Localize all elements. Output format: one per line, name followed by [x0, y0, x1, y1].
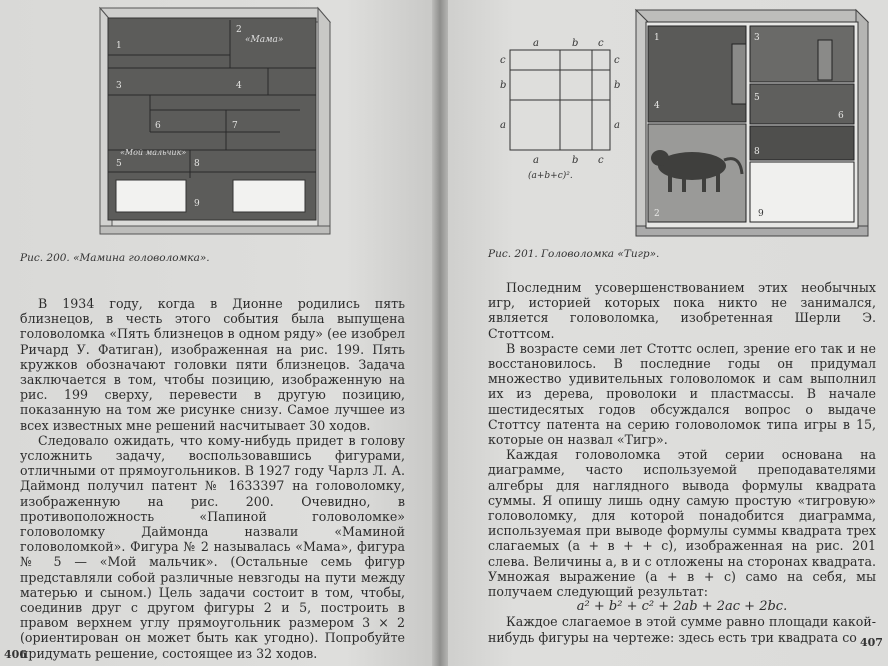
paragraph: Следовало ожидать, что кому-нибудь придет в голову усложнить задачу, воспользовавшись фигурами, отличными от прямоугольников. В 1927 году Чарлз Л. А. Даймонд получил патент № 1633397 на головоломку, изображенную на рис. 200. Очевидно, в противоположность «Папиной головоломке» головоломку Даймонда назвали «Маминой головоломкой». Фигура № 2 называлась «Мама», фигура № 5 — «Мой мальчик». (Остальные семь фигур представляли собой различные невзгоды на пути между матерью и сыном.) Цель задачи состоит в том, чтобы, соединив друг с другом фигуры 2 и 5, построить в правом верхнем углу прямоугольник размером 3 × 2 (ориентирован он может быть как угодно). Попробуйте придумать решение, состоящее из 32 ходов.	[20, 432, 405, 661]
right-body-text	[488, 280, 876, 645]
paragraph: Каждая головоломка этой серии основана на диаграмме, часто используемой преподавателями алгебры для наглядного вывода формулы квадрата суммы. Я опишу лишь одну самую простую «тигровую» головоломку, для которой понадобится диаграмма, используемая при выводе формулы суммы квадрата трех слагаемых (a + в + + с), изображенная на рис. 201 слева. Величины a, в и с отложены на сторонах квадрата. Умножая выражение (a + в + с) само на себя, мы получаем следующий результат:	[488, 447, 876, 600]
label-a-top: a	[533, 38, 539, 49]
piece-number: 1	[654, 33, 660, 43]
label-c-left: c	[500, 55, 506, 66]
label-a-left: a	[500, 120, 506, 131]
empty-slot-left	[116, 180, 186, 212]
piece-number: 8	[194, 159, 200, 169]
piece-label-boy: «Мой мальчик»	[120, 148, 187, 157]
sum-formula: a² + b² + c² + 2ab + 2ac + 2bc.	[576, 599, 788, 615]
piece-number: 4	[654, 101, 660, 111]
paragraph: В 1934 году, когда в Дионне родились пять близнецов, в честь этого события была выпущена головоломка «Пять близнецов в одном ряду» (ее изобрел Ричард У. Фатиган), изображенная на рис. 199. Пять кружков обозначают головки пяти близнецов. Задача заключается в том, чтобы позицию, изображенную на рис. 199 сверху, перевести в другую позицию, показанную на том же рисунке снизу. Самое лучшее из всех известных мне решений насчитывает 30 ходов.	[20, 296, 405, 433]
piece-number: 3	[116, 81, 122, 91]
label-b-top: b	[572, 38, 579, 49]
piece-number: 6	[838, 111, 844, 121]
label-c-top: c	[598, 38, 604, 49]
label-c-bottom: c	[598, 155, 604, 166]
piece-number: 2	[654, 209, 660, 219]
piece-number: 4	[236, 81, 242, 91]
figure-caption: Рис. 201. Головоломка «Тигр».	[488, 248, 660, 260]
piece-number: 3	[754, 33, 760, 43]
piece-number: 5	[754, 93, 760, 103]
piece-number: 5	[116, 159, 122, 169]
label-c-right: c	[614, 55, 620, 66]
piece-number: 1	[116, 41, 122, 51]
right-page	[448, 0, 888, 666]
label-b-left: b	[500, 80, 507, 91]
page-number: 406	[4, 648, 27, 661]
paragraph: В возрасте семи лет Стоттс ослеп, зрение его так и не восстановилось. В последние годы он придумал множество удивительных головоломок и сам выполнил их из дерева, проволоки и пластмассы. В начале шестидесятых годов обсуждался вопрос о выдаче Стоттсу патента на серию головоломок типа игры в 15, которые он назвал «Тигр».	[488, 340, 876, 448]
diagram-formula: (a+b+c)².	[528, 171, 573, 181]
piece-number: 8	[754, 147, 760, 157]
label-b-bottom: b	[572, 155, 579, 166]
label-b-right: b	[614, 80, 621, 91]
piece-number: 7	[232, 121, 238, 131]
left-body-text	[20, 296, 405, 661]
left-page	[0, 0, 432, 666]
label-a-right: a	[614, 120, 620, 131]
paragraph: Каждое слагаемое в этой сумме равно площади какой-нибудь фигуры на чертеже: здесь есть три квадрата со	[488, 614, 876, 645]
book-gutter	[432, 0, 448, 666]
piece-number: 6	[155, 121, 161, 131]
paragraph: Последним усовершенствованием этих необычных игр, историей которых пока никто не занимался, является головоломка, изобретенная Шерли Э. Стоттсом.	[488, 280, 876, 341]
label-a-bottom: a	[533, 155, 539, 166]
piece-number: 9	[194, 199, 200, 209]
piece-label-mama: «Мама»	[245, 35, 284, 45]
page-number: 407	[860, 636, 883, 649]
piece-number: 2	[236, 25, 242, 35]
tiger-puzzle-figure	[632, 4, 872, 244]
empty-slot-right	[233, 180, 305, 212]
figure-caption: Рис. 200. «Мамина головоломка».	[20, 252, 210, 264]
square-sum-diagram	[488, 30, 628, 230]
mama-puzzle-figure	[0, 0, 432, 250]
piece-number: 9	[758, 209, 764, 219]
